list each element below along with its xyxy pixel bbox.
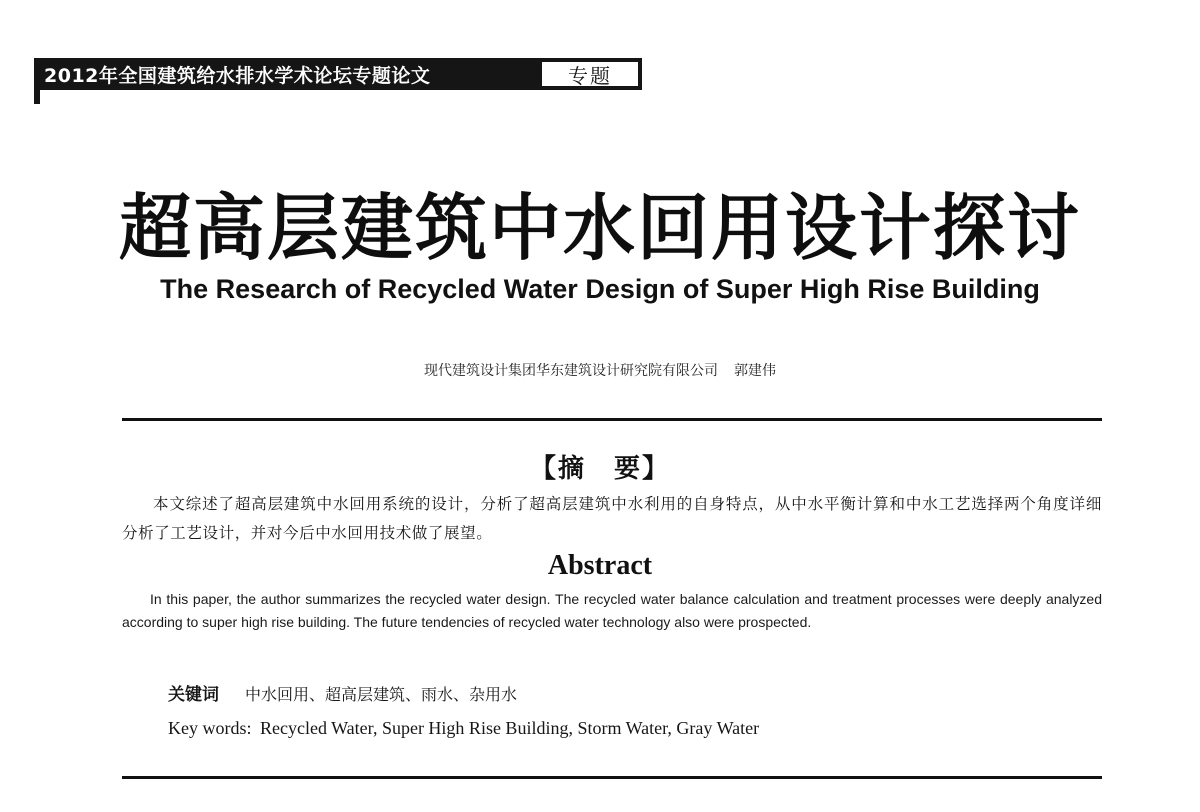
keywords-en-value: Recycled Water, Super High Rise Building, Storm Water, Gray Water bbox=[260, 718, 760, 738]
paper-title-en: The Research of Recycled Water Design of Super High Rise Building bbox=[160, 274, 1040, 304]
abstract-cn-heading: 【摘 要】 bbox=[529, 454, 670, 484]
abstract-en-body: In this paper, the author summarizes the recycled water design. The recycled water balance calculation and treatment processes were deeply analyzed according to super high rise building. The future tendencies of recycled water technology also were prospected. bbox=[122, 591, 1102, 630]
bottom-divider bbox=[122, 776, 1102, 779]
abstract-en-heading: Abstract bbox=[547, 550, 653, 581]
abstract-cn-body: 本文综述了超高层建筑中水回用系统的设计，分析了超高层建筑中水利用的自身特点，从中水平衡计算和中水工艺选择两个角度详细分析了工艺设计，并对今后中水回用技术做了展望。 bbox=[122, 495, 1102, 542]
keywords-cn-value: 中水回用、超高层建筑、雨水、杂用水 bbox=[245, 685, 518, 704]
topic-tag: 专题 bbox=[540, 60, 640, 88]
affiliation-line bbox=[0, 360, 1200, 380]
keywords-en-label: Key words: bbox=[168, 718, 252, 738]
keywords-cn-label: 关键词 bbox=[168, 685, 219, 705]
keywords-en bbox=[168, 718, 759, 739]
affiliation-org: 现代建筑设计集团华东建筑设计研究院有限公司 bbox=[424, 363, 718, 379]
paper-title-cn: 超高层建筑中水回用设计探讨 bbox=[118, 186, 1081, 270]
author-name: 郭建伟 bbox=[734, 363, 776, 379]
header-left-bar bbox=[34, 80, 40, 104]
keywords-cn bbox=[168, 680, 517, 705]
top-divider bbox=[122, 418, 1102, 421]
forum-title: 2012年全国建筑给水排水学术论坛专题论文 bbox=[44, 64, 431, 87]
